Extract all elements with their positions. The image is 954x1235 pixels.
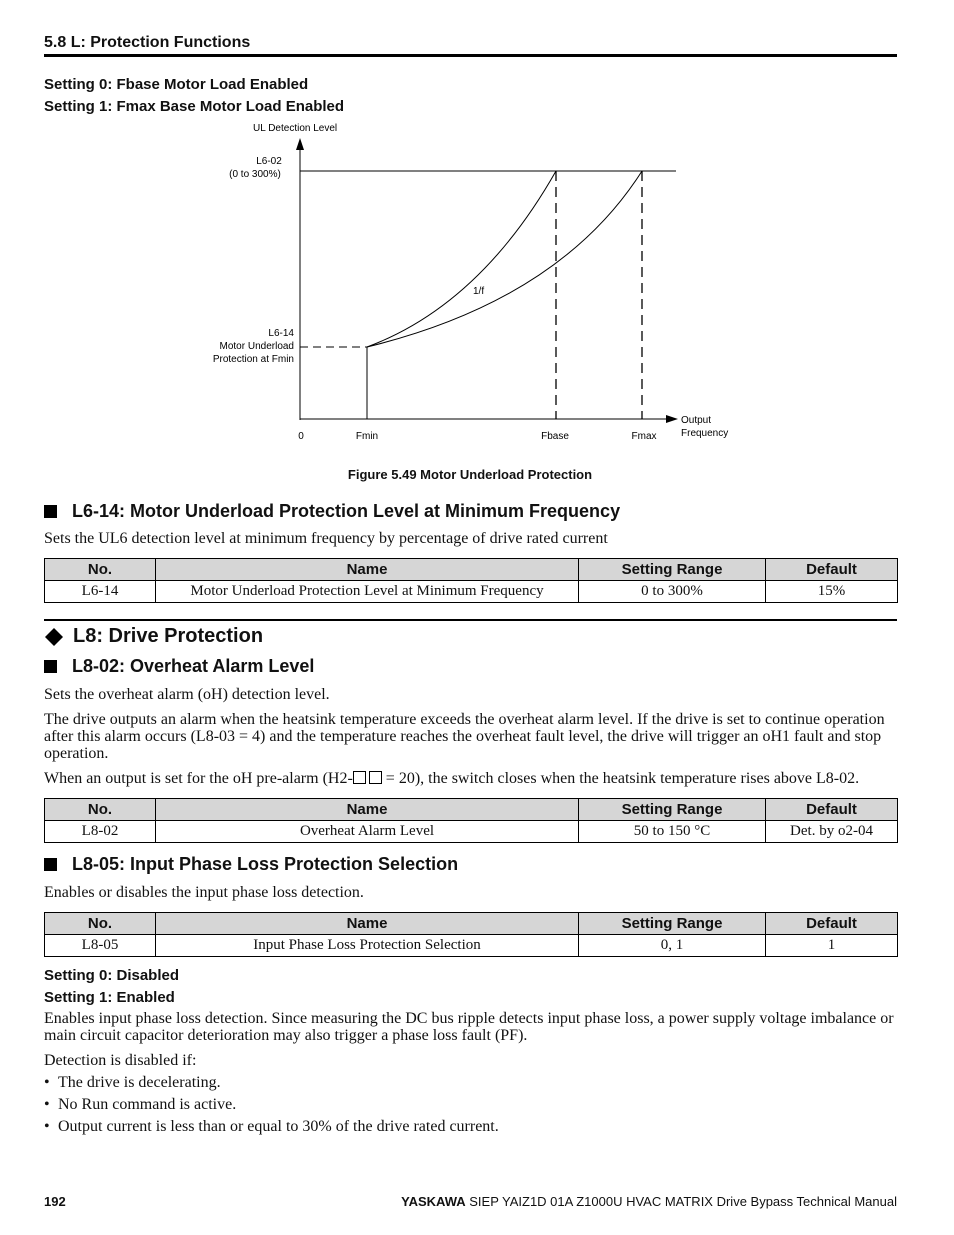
cell-default: Det. by o2-04 [766,821,898,843]
col-no: No. [45,799,156,821]
l8-rule [44,619,897,621]
diamond-icon [44,627,64,647]
table-row [45,581,898,603]
list-item: • Output current is less than or equal to 30% of the drive rated current. [44,1118,499,1135]
cell-default: 15% [766,581,898,603]
table-header-row [45,799,898,821]
fmax-label: Fmax [631,431,657,442]
l8-heading-text: L8: Drive Protection [73,625,264,647]
cell-no: L6-14 [45,581,156,603]
curve-label: 1/f [473,286,485,297]
fmax-curve [367,171,642,347]
section-header: 5.8 L: Protection Functions [44,34,251,51]
setting-0-label: Setting 0: Fbase Motor Load Enabled [44,76,309,93]
l602-range: (0 to 300%) [229,169,281,180]
l802-p3 [44,770,900,788]
l8-heading [44,625,263,648]
l805-table [44,912,898,957]
cell-no: L8-05 [45,935,156,957]
table-header-row [45,559,898,581]
square-bullet-icon [44,660,57,673]
x-axis-arrow [666,415,678,423]
table-row [45,935,898,957]
setting-1-label: Setting 1: Fmax Base Motor Load Enabled [44,98,345,115]
cell-name: Input Phase Loss Protection Selection [156,935,579,957]
cell-range: 0, 1 [579,935,766,957]
l802-p1: Sets the overheat alarm (oH) detection level. [44,686,330,703]
l805-p1: Enables or disables the input phase loss detection. [44,884,364,901]
l805-heading [44,854,458,875]
table-row [45,821,898,843]
figure-caption: Figure 5.49 Motor Underload Protection [347,467,593,482]
l802-p2: The drive outputs an alarm when the heatsink temperature exceeds the overheat alarm level. If the drive is set to continue operation after this alarm occurs (L8-03 = 4) and the temperature reaches the overheat fault level, the drive will trigger an oH1 fault and stop operation. [44,711,885,762]
l614-table [44,558,898,603]
col-name: Name [156,913,579,935]
l805-heading-text: L8-05: Input Phase Loss Protection Selection [72,854,459,874]
cell-default: 1 [766,935,898,957]
list-item: • No Run command is active. [44,1096,237,1113]
l802-p3-before: When an output is set for the oH pre-alarm (H2- [44,770,353,787]
list-item-text: The drive is decelerating. [58,1074,221,1091]
l805-p2: Enables input phase loss detection. Since measuring the DC bus ripple detects input phase loss, a power supply voltage imbalance or main circuit capacitor deterioration may also trigger a phase loss fault (PF). [44,1010,894,1044]
l805-setting-1: Setting 1: Enabled [44,989,175,1006]
l614-description: Sets the UL6 detection level at minimum frequency by percentage of drive rated current [44,530,608,547]
fbase-curve [367,171,556,347]
cell-no: L8-02 [45,821,156,843]
cell-name: Motor Underload Protection Level at Minimum Frequency [156,581,579,603]
y-axis-arrow [296,138,304,150]
header-rule [44,54,897,57]
l802-heading-text: L8-02: Overheat Alarm Level [72,656,315,676]
col-default: Default [766,559,898,581]
col-name: Name [156,799,579,821]
l805-setting-0: Setting 0: Disabled [44,967,180,984]
list-item-text: Output current is less than or equal to 30% of the drive rated current. [58,1118,499,1135]
fbase-label: Fbase [541,431,569,442]
cell-range: 0 to 300% [579,581,766,603]
l602-label: L6-02 [256,156,282,167]
footer-manual-title: SIEP YAIZ1D 01A Z1000U HVAC MATRIX Drive Bypass Technical Manual [465,1194,897,1209]
underload-figure [0,110,954,450]
l614-heading [44,501,620,522]
l802-heading [44,656,314,677]
x-axis-label: Output [681,415,712,426]
x-origin-label: 0 [298,431,304,442]
col-default: Default [766,799,898,821]
l802-table [44,798,898,843]
l614-desc2: Protection at Fmin [212,354,294,365]
x-axis-label-2: Frequency [681,428,729,439]
cell-name: Overheat Alarm Level [156,821,579,843]
square-bullet-icon [44,858,57,871]
fmin-label: Fmin [355,431,379,442]
col-range: Setting Range [579,799,766,821]
col-range: Setting Range [579,559,766,581]
col-default: Default [766,913,898,935]
page-number: 192 [44,1194,66,1209]
l802-p3-after: = 20), the switch closes when the heatsink temperature rises above L8-02. [381,770,860,787]
cell-range: 50 to 150 °C [579,821,766,843]
l614-desc: Motor Underload [219,341,294,352]
y-axis-label: UL Detection Level [253,123,338,134]
col-no: No. [45,559,156,581]
col-no: No. [45,913,156,935]
l805-p3: Detection is disabled if: [44,1052,197,1069]
list-item-text: No Run command is active. [58,1096,237,1113]
table-header-row [45,913,898,935]
list-item: • The drive is decelerating. [44,1074,221,1091]
l614-heading-text: L6-14: Motor Underload Protection Level at Minimum Frequency [72,501,621,521]
footer-brand: YASKAWA [401,1194,466,1209]
l614-label: L6-14 [268,328,294,339]
col-name: Name [156,559,579,581]
footer-manual [401,1194,897,1209]
placeholder-boxes-icon [353,771,382,788]
col-range: Setting Range [579,913,766,935]
square-bullet-icon [44,505,57,518]
